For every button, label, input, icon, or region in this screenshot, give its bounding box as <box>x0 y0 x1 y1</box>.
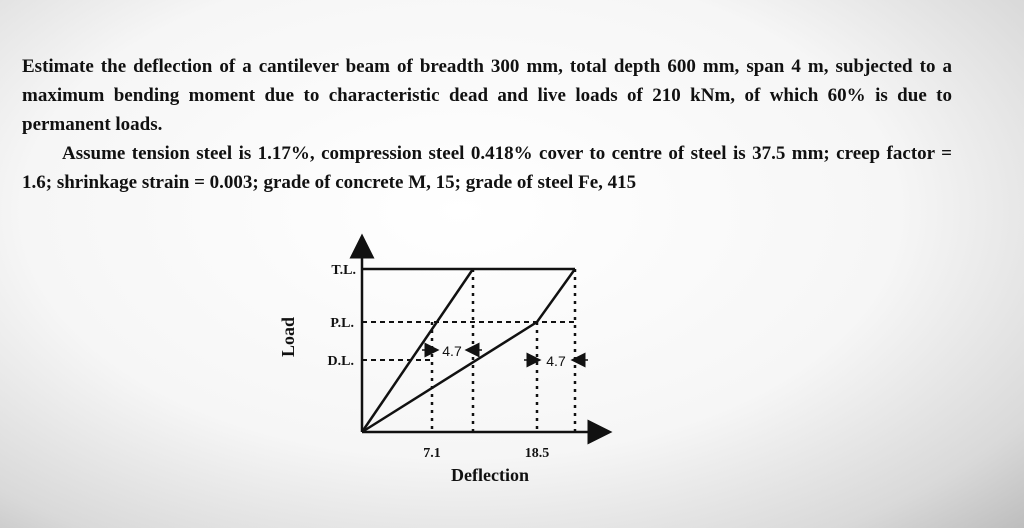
load-deflection-diagram <box>270 232 620 502</box>
load-deflection-figure <box>270 232 620 502</box>
long-term-load-line <box>362 269 575 432</box>
problem-paragraph-2: Assume tension steel is 1.17%, compression steel 0.418% cover to centre of steel is 37.5 mm; creep factor = 1.6; shrinkage strain = 0.003; grade of concrete M, 15; grade of steel Fe, 415 <box>22 143 952 193</box>
gap-label-right: 4.7 <box>546 353 566 369</box>
level-label-dl: D.L. <box>327 354 354 369</box>
y-axis-label: Load <box>278 316 298 358</box>
level-label-tl: T.L. <box>331 263 356 278</box>
x-axis-label: Deflection <box>451 465 529 485</box>
x-tick-7-1: 7.1 <box>423 446 441 461</box>
problem-statement <box>22 52 952 197</box>
problem-paragraph-1: Estimate the deflection of a cantilever beam of breadth 300 mm, total depth 600 mm, span 4 m, subjected to a maximum bending moment due to characteristic dead and live loads of 210 kNm, of which 60% is due to permanent loads. <box>22 56 952 135</box>
x-tick-18-5: 18.5 <box>524 446 550 461</box>
level-label-pl: P.L. <box>330 316 354 331</box>
gap-label-left: 4.7 <box>442 343 462 359</box>
